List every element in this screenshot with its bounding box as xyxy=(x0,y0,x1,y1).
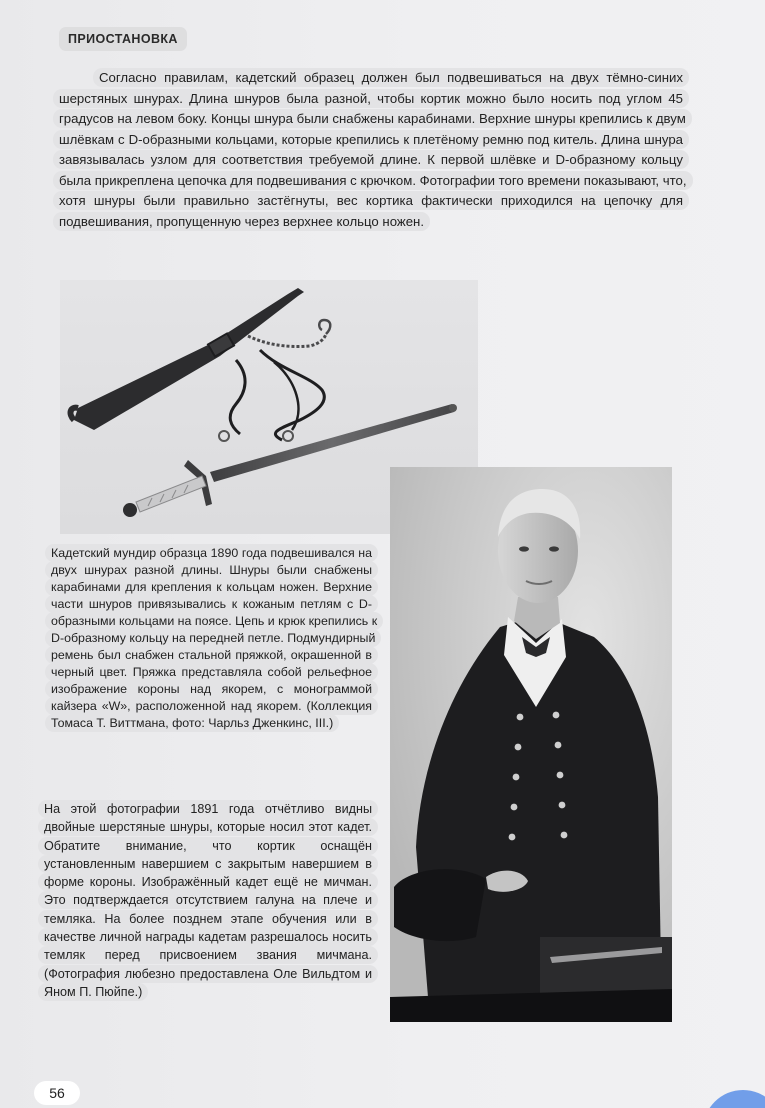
intro-paragraph xyxy=(53,68,689,232)
portrait-caption xyxy=(38,800,378,1001)
pommel xyxy=(123,503,137,517)
portrait-caption-text: На этой фотографии 1891 года отчётливо видны двойные шерстяные шнуры, которые носил этот кадет. Обратите внимание, что кортик оснащён установленным навершием с закрытым навершием в форме короны. Изображённый кадет ещё не мичман. Это подтверждается отсутствием галуна на плече и темляка. На более позднем этапе обучения или в качестве личной награды кадетам разрешалось носить темляк перед присвоением звания мичмана. (Фотография любезно предоставлена Оле Вильдтом и Яном П. Пюйпе.) xyxy=(38,800,378,1001)
cap xyxy=(394,869,486,941)
hook xyxy=(319,320,330,334)
belt-buckle xyxy=(208,333,234,356)
page-number: 56 xyxy=(34,1081,80,1105)
cadet-portrait-photo xyxy=(390,467,672,1022)
cord-short xyxy=(230,360,245,434)
dirk-caption xyxy=(45,545,378,732)
cadet-portrait-illustration xyxy=(390,467,672,1022)
cord-long xyxy=(260,350,324,440)
dirk-caption-text: Кадетский мундир образца 1890 года подвешивался на двух шнурах разной длины. Шнуры были снабжены карабинами для крепления к кольцам ножен. Верхние части шнуров привязывались к кожаным петлям с D-образными кольцами на поясе. Цепь и крюк крепились к D-образному кольцу на передней петле. Подмундирный ремень был снабжен стальной пряжкой, окрашенной в черный цвет. Пряжка представляла собой рельефное изображение короны над якорем, с монограммой кайзера «W», расположенной над якорем. (Коллекция Томаса Т. Виттмана, фото: Чарльз Дженкинс, III.) xyxy=(45,544,383,732)
intro-text: Согласно правилам, кадетский образец должен был подвешиваться на двух тёмно-синих шерстяных шнурах. Длина шнуров была разной, чтобы кортик можно было носить под углом 45 градусов на левом боку. Концы шнура были снабжены карабинами. Верхние шнуры крепились к двум шлёвкам с D-образными кольцами, которые крепились к плетёному ремню под китель. Длина шнура завязывалась узлом для соответствия требуемой длине. К первой шлёвке и D-образному кольцу была прикреплена цепочка для подвешивания с крючком. Фотографии того времени показывают, что, хотя шнуры были правильно застёгнуты, вес кортика фактически приходился на цепочку для подвешивания, пропущенную через верхнее кольцо ножен. xyxy=(53,68,693,231)
grip xyxy=(136,476,206,512)
section-tag: ПРИОСТАНОВКА xyxy=(59,27,187,51)
suspension-chain xyxy=(248,334,326,347)
corner-accent-circle xyxy=(703,1090,765,1108)
